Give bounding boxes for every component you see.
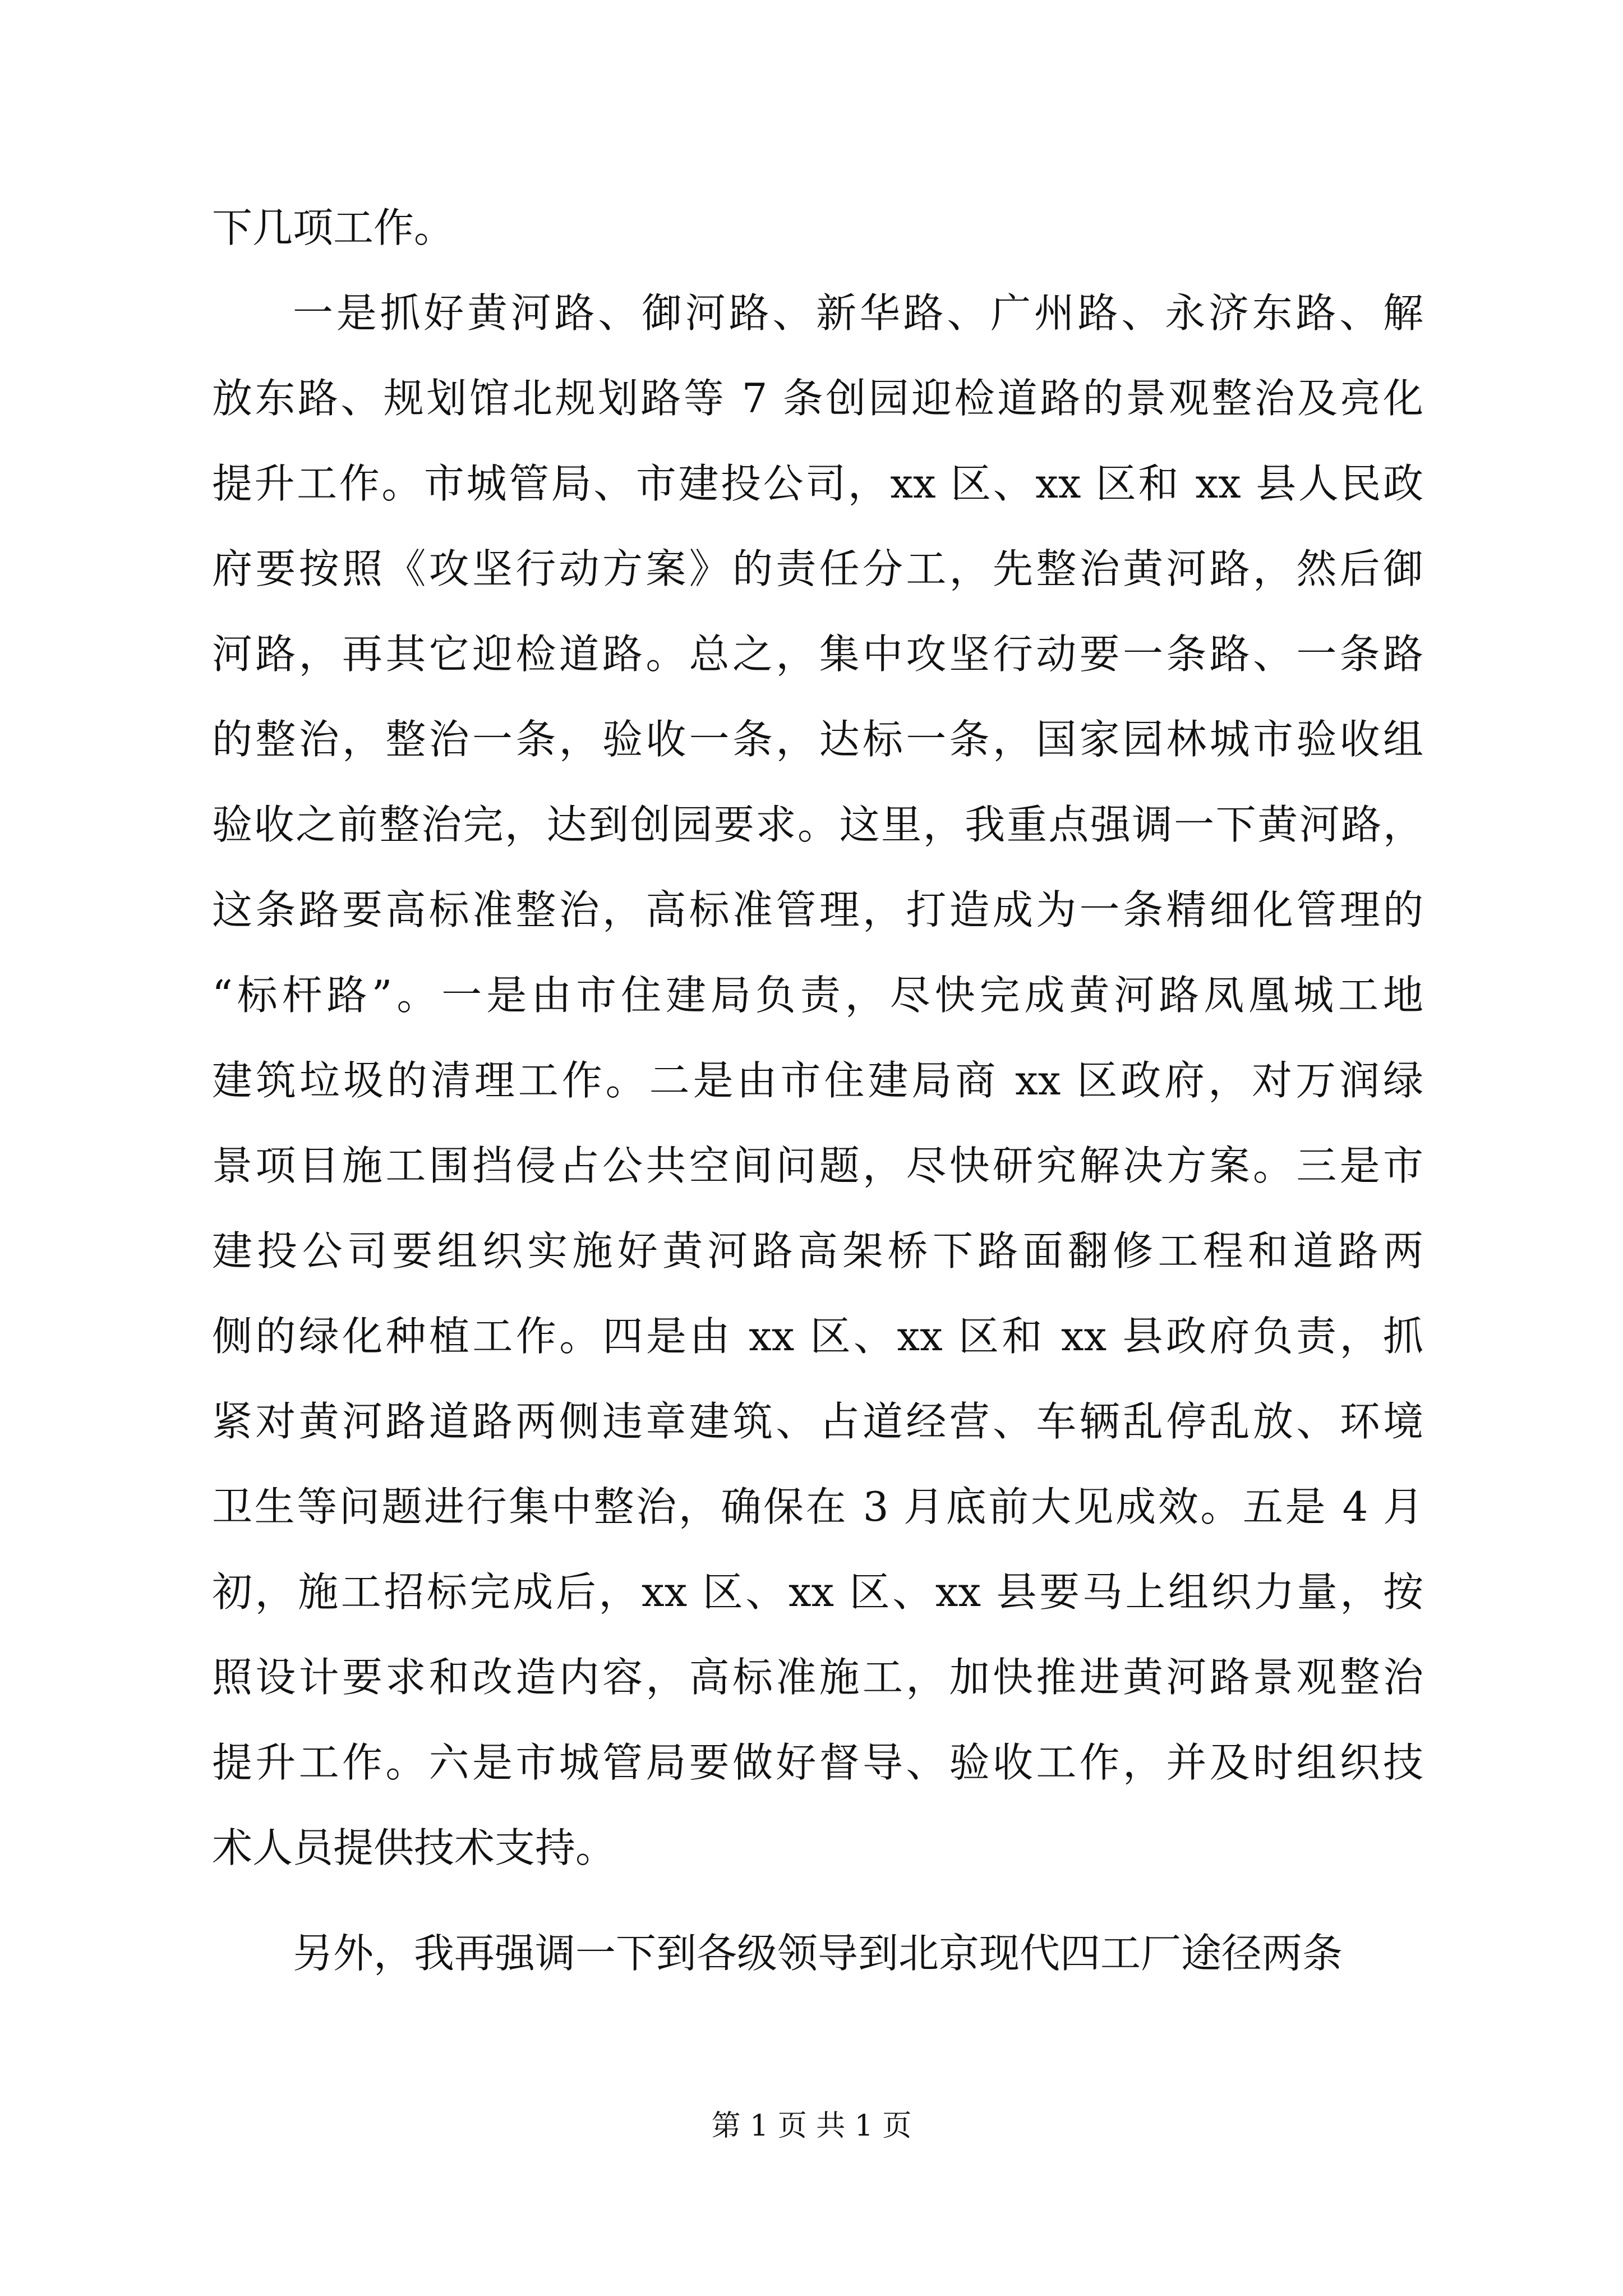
text-line: 照设计要求和改造内容，高标准施工，加快推进黄河路景观整治 — [212, 1654, 1423, 1701]
paragraph-spacing — [212, 1890, 1423, 1911]
text-line: 一是抓好黄河路、御河路、新华路、广州路、永济东路、解 — [293, 289, 1423, 337]
text-line: 提升工作。市城管局、市建投公司，xx 区、xx 区和 xx 县人民政 — [212, 460, 1423, 507]
text-line: 侧的绿化种植工作。四是由 xx 区、xx 区和 xx 县政府负责，抓 — [212, 1313, 1423, 1360]
page-number-footer: 第 1 页 共 1 页 — [711, 2109, 912, 2143]
text-line: 紧对黄河路道路两侧违章建筑、占道经营、车辆乱停乱放、环境 — [212, 1398, 1423, 1445]
text-line: 放东路、规划馆北规划路等 7 条创园迎检道路的景观整治及亮化 — [212, 375, 1423, 422]
text-line: 验收之前整治完，达到创园要求。这里，我重点强调一下黄河路， — [212, 801, 1423, 848]
text-line: 建筑垃圾的清理工作。二是由市住建局商 xx 区政府，对万润绿 — [212, 1057, 1423, 1104]
text-line: 府要按照《攻坚行动方案》的责任分工，先整治黄河路，然后御 — [212, 545, 1423, 592]
text-line: 卫生等问题进行集中整治，确保在 3 月底前大见成效。五是 4 月 — [212, 1483, 1423, 1530]
text-line: 术人员提供技术支持。 — [212, 1824, 616, 1871]
text-line: 提升工作。六是市城管局要做好督导、验收工作，并及时组织技 — [212, 1739, 1423, 1786]
text-line: 这条路要高标准整治，高标准管理，打造成为一条精细化管理的 — [212, 886, 1423, 933]
text-line: 景项目施工围挡侵占公共空间问题，尽快研究解决方案。三是市 — [212, 1142, 1423, 1189]
document-body — [212, 185, 1423, 1996]
text-line: 另外，我再强调一下到各级领导到北京现代四工厂途径两条 — [293, 1930, 1343, 1977]
text-line: 建投公司要组织实施好黄河路高架桥下路面翻修工程和道路两 — [212, 1227, 1423, 1274]
text-line: 下几项工作。 — [212, 204, 455, 251]
text-line: 的整治，整治一条，验收一条，达标一条，国家园林城市验收组 — [212, 716, 1423, 763]
text-line: 河路，再其它迎检道路。总之，集中攻坚行动要一条路、一条路 — [212, 631, 1423, 678]
text-line: 初，施工招标完成后，xx 区、xx 区、xx 县要马上组织力量，按 — [212, 1568, 1423, 1616]
text-line: “标杆路”。一是由市住建局负责，尽快完成黄河路凤凰城工地 — [212, 972, 1423, 1019]
